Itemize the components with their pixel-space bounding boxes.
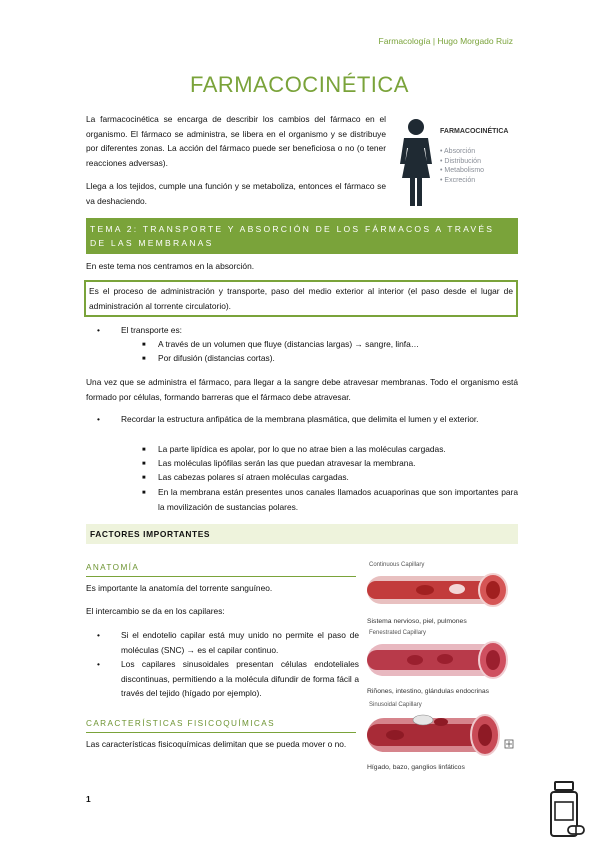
running-header: Farmacología | Hugo Morgado Ruiz: [378, 36, 513, 46]
capillary-panel: Fenestrated Capillary Riñones, intestino, glándulas endocrinas: [365, 630, 517, 700]
capillary-panel: Sinusoidal Capillary Hígado, bazo, ganglios linfáticos: [365, 702, 517, 777]
factors-heading-band: FACTORES IMPORTANTES: [86, 524, 518, 544]
figure-item: • Metabolismo: [440, 167, 485, 175]
list-item: ■ En la membrana están presentes unos canales llamados acuaporinas que son importantes para la movilización de sustancias polares.: [142, 487, 518, 512]
capillary-panel: Continuous Capillary Sistema nervioso, piel, pulmones: [365, 562, 517, 628]
list-item: ■ Las moléculas lipófilas serán las que puedan atravesar la membrana.: [158, 456, 518, 471]
list-item: • Si el endotelio capilar está muy unido no permite el paso de moléculas (SNC) → es el capilar continuo.: [97, 630, 359, 655]
list-item: ■ La parte lipídica es apolar, por lo que no atrae bien a las moléculas cargadas.: [158, 442, 518, 457]
list-item: ■ Las cabezas polares sí atraen moléculas cargadas.: [158, 470, 518, 485]
capillary-caption: Sistema nervioso, piel, pulmones: [367, 618, 467, 625]
membrane-bullet: • Recordar la estructura anfipática de la membrana plasmática, que delimita el lumen y el exterior.: [121, 412, 518, 427]
topic-heading-band: TEMA 2: TRANSPORTE Y ABSORCIÓN DE LOS FÁRMACOS A TRAVÉS DE LAS MEMBRANAS: [86, 218, 518, 254]
membranes-paragraph: Una vez que se administra el fármaco, para llegar a la sangre debe atravesar membranas. Todo el organismo está formado por células, formando barreras que el fármaco debe atravesar.: [86, 377, 518, 402]
bullet-icon: •: [97, 325, 100, 335]
list-item: ■ A través de un volumen que fluye (distancias largas) → sangre, linfa…: [158, 337, 419, 352]
capillary-caption: Riñones, intestino, glándulas endocrinas: [367, 688, 490, 695]
square-bullet-icon: ■: [142, 356, 146, 362]
pharmacokinetics-figure: [394, 118, 518, 210]
list-item: • Los capilares sinusoidales presentan células endoteliales discontinuas, permitiendo a la molécula difundir de forma fácil a través del tejido (hígado por ejemplo).: [97, 659, 359, 698]
figure-item: • Absorción: [440, 148, 476, 155]
pill-bottle-icon: [546, 780, 586, 840]
bullet-icon: •: [97, 414, 100, 424]
figure-item: • Excreción: [440, 176, 476, 184]
intro-paragraph-2: Llega a los tejidos, cumple una función y se metaboliza, entonces el fármaco se va deshaciendo.: [86, 181, 386, 206]
figure-item: • Distribución: [440, 157, 481, 165]
sinusoidal-capillary-image: [365, 710, 517, 760]
physicochemical-heading: CARACTERÍSTICAS FISICOQUÍMICAS: [86, 719, 356, 733]
list-item: ■ Por difusión (distancias cortas).: [158, 351, 275, 366]
capillary-figure: [365, 562, 517, 777]
person-icon: [396, 118, 436, 208]
page-title: FARMACOCINÉTICA: [190, 72, 409, 97]
capillary-caption: Hígado, bazo, ganglios linfáticos: [367, 764, 465, 771]
anatomy-paragraph-2: El intercambio se da en los capilares:: [86, 606, 225, 616]
square-bullet-icon: ■: [142, 342, 146, 348]
fenestrated-capillary-image: [365, 638, 517, 682]
square-bullet-icon: ■: [142, 490, 146, 496]
continuous-capillary-image: [365, 570, 517, 610]
transport-bullet: [97, 323, 182, 338]
bullet-icon: •: [97, 659, 100, 669]
physicochemical-paragraph: Las características fisicoquímicas delimitan que se pueda mover o no.: [86, 739, 347, 749]
figure-title: FARMACOCINÉTICA: [440, 128, 509, 135]
intro-paragraph-1: La farmacocinética se encarga de describir los cambios del fármaco en el organismo. El fármaco se administra, se libera en el organismo y se distribuye por diferentes zonas. La acción del fármaco puede ser beneficiosa o no (o tener reacciones adversas).: [86, 114, 386, 168]
bullet-icon: •: [97, 630, 100, 640]
highlight-box: Es el proceso de administración y transporte, paso del medio exterior al interior (el paso desde el lugar de administración al torrente circulatorio).: [84, 280, 518, 317]
square-bullet-icon: ■: [142, 447, 146, 453]
anatomy-heading: ANATOMÍA: [86, 563, 356, 577]
focus-sentence: En este tema nos centramos en la absorción.: [86, 261, 255, 271]
anatomy-paragraph-1: Es importante la anatomía del torrente sanguíneo.: [86, 583, 273, 593]
transport-heading: El transporte es:: [121, 325, 182, 335]
page-number: 1: [86, 794, 91, 804]
square-bullet-icon: ■: [142, 475, 146, 481]
square-bullet-icon: ■: [142, 461, 146, 467]
